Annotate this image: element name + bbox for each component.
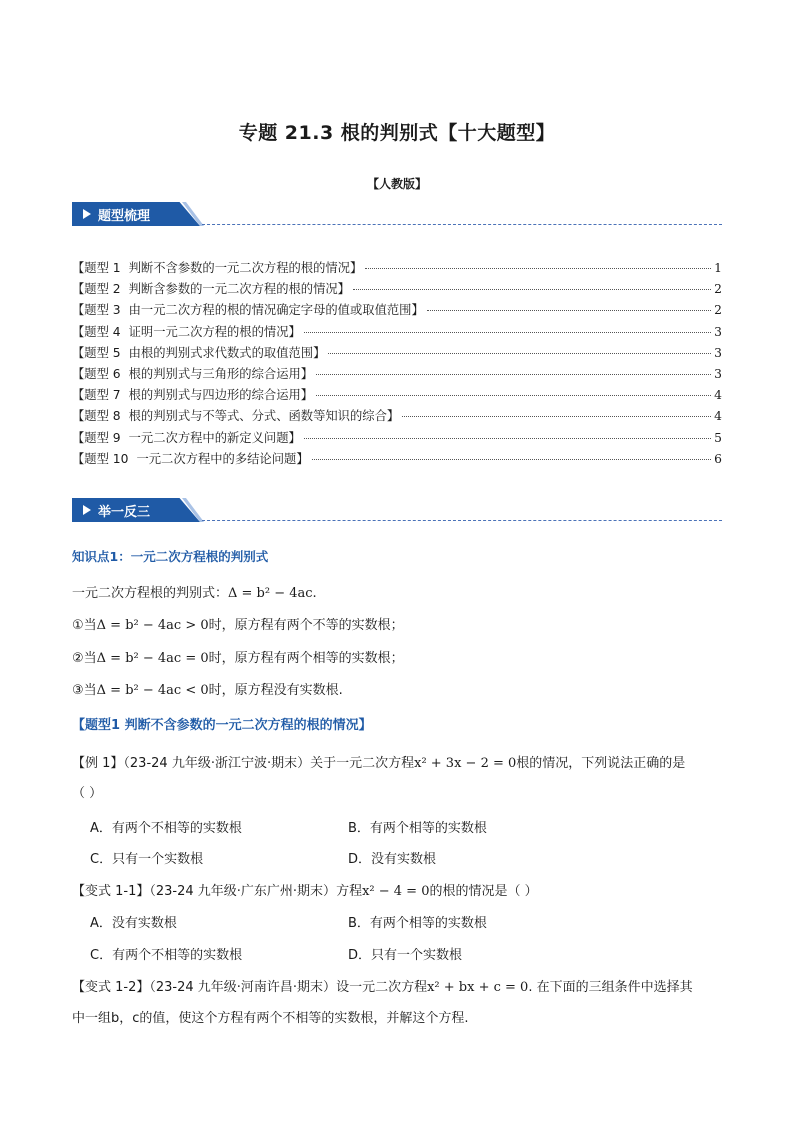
variant-question-continued: 中一组b，c的值，使这个方程有两个不相等的实数根，并解这个方程. [72, 1011, 469, 1026]
toc-leader [402, 416, 711, 417]
toc-row[interactable] [72, 385, 722, 406]
option-c[interactable]: C．只有一个实数根 [90, 852, 204, 867]
toc-number: 【题型 2 [72, 282, 121, 297]
toc-page: 4 [714, 388, 722, 403]
toc-label: 根的判别式与不等式、分式、函数等知识的综合】 [128, 409, 400, 424]
play-triangle-icon [83, 505, 91, 515]
toc-number: 【题型 3 [72, 303, 121, 318]
table-of-contents [72, 258, 722, 470]
discriminant-formula: Δ = b² − 4ac. [228, 586, 317, 601]
section-banner-practice [72, 498, 722, 524]
case-marker: ②当 [72, 651, 97, 666]
toc-label: 判断含参数的一元二次方程的根的情况】 [128, 282, 350, 297]
option-a[interactable]: A．有两个不相等的实数根 [90, 821, 242, 836]
case-marker: ①当 [72, 618, 97, 633]
toc-leader [304, 332, 711, 333]
toc-label: 一元二次方程中的多结论问题】 [136, 451, 309, 466]
dashed-rule [202, 224, 722, 225]
toc-number: 【题型 6 [72, 366, 121, 381]
toc-label: 由根的判别式求代数式的取值范围】 [128, 345, 326, 360]
case-formula: Δ = b² − 4ac < 0 [96, 683, 209, 698]
discriminant-definition [72, 582, 317, 601]
question-source: （23-24 九年级·浙江宁波·期末） [123, 756, 311, 771]
option-b[interactable]: B．有两个相等的实数根 [348, 916, 487, 931]
question-source: （23-24 九年级·河南许昌·期末） [149, 980, 337, 995]
question-text: 关于一元二次方程 [310, 756, 415, 771]
question-source: （23-24 九年级·广东广州·期末） [149, 884, 337, 899]
toc-row[interactable] [72, 279, 722, 300]
question-tag: 【例 1】 [72, 756, 124, 771]
option-d[interactable]: D．没有实数根 [348, 852, 437, 867]
question-text: . 在下面的三组条件中选择其 [528, 980, 693, 995]
toc-page: 2 [714, 282, 722, 297]
toc-row[interactable] [72, 258, 722, 279]
toc-leader [304, 438, 711, 439]
toc-page: 3 [714, 366, 722, 381]
definition-text: 一元二次方程根的判别式： [72, 586, 229, 601]
toc-row[interactable] [72, 343, 722, 364]
toc-row[interactable] [72, 322, 722, 343]
toc-row[interactable] [72, 300, 722, 321]
question-text: 的根的情况是（ ） [429, 884, 538, 899]
case-marker: ③当 [72, 683, 97, 698]
option-d[interactable]: D．只有一个实数根 [348, 948, 463, 963]
example-question [72, 752, 722, 771]
toc-label: 一元二次方程中的新定义问题】 [128, 430, 301, 445]
option-a[interactable]: A．没有实数根 [90, 916, 177, 931]
case-conclusion: 时，原方程有两个不等的实数根； [208, 618, 404, 633]
section-banner-toc [72, 202, 722, 228]
question-text: 设一元二次方程 [336, 980, 428, 995]
toc-leader [312, 459, 712, 460]
toc-page: 6 [714, 451, 722, 466]
toc-leader [353, 289, 711, 290]
option-b[interactable]: B．有两个相等的实数根 [348, 821, 487, 836]
toc-label: 证明一元二次方程的根的情况】 [128, 324, 301, 339]
question-tag: 【变式 1-1】 [72, 884, 150, 899]
toc-page: 2 [714, 303, 722, 318]
case-conclusion: 时，原方程有两个相等的实数根； [208, 651, 404, 666]
equation: x² − 4 = 0 [362, 884, 430, 899]
question-tag: 【变式 1-2】 [72, 980, 150, 995]
case-zero [72, 647, 404, 666]
case-positive [72, 614, 404, 633]
toc-label: 根的判别式与四边形的综合运用】 [128, 388, 314, 403]
toc-label: 根的判别式与三角形的综合运用】 [128, 366, 314, 381]
toc-number: 【题型 9 [72, 430, 121, 445]
variant-question [72, 976, 722, 995]
toc-page: 4 [714, 409, 722, 424]
toc-number: 【题型 10 [72, 451, 129, 466]
toc-leader [316, 395, 711, 396]
edition-label: 【人教版】 [366, 177, 427, 191]
banner-label: 举一反三 [98, 505, 151, 520]
toc-number: 【题型 1 [72, 261, 121, 275]
toc-leader [365, 268, 711, 269]
toc-number: 【题型 7 [72, 388, 121, 403]
case-formula: Δ = b² − 4ac = 0 [96, 651, 209, 666]
question-text: 方程 [336, 884, 363, 899]
toc-leader [427, 310, 711, 311]
case-conclusion: 时，原方程没有实数根. [208, 683, 343, 698]
equation: x² + bx + c = 0 [427, 980, 529, 995]
option-c[interactable]: C．有两个不相等的实数根 [90, 948, 243, 963]
toc-page: 3 [714, 345, 722, 360]
question-text: 根的情况，下列说法正确的是 [516, 756, 686, 771]
variant-question [72, 880, 722, 899]
knowledge-point-title: 知识点1：一元二次方程根的判别式 [72, 549, 269, 564]
case-negative [72, 679, 343, 698]
case-formula: Δ = b² − 4ac > 0 [96, 618, 209, 633]
equation: x² + 3x − 2 = 0 [414, 756, 517, 771]
answer-blank: （ ） [72, 786, 103, 801]
play-triangle-icon [83, 209, 91, 219]
toc-leader [316, 374, 711, 375]
toc-row[interactable] [72, 428, 722, 449]
dashed-rule [202, 520, 722, 521]
toc-label: 由一元二次方程的根的情况确定字母的值或取值范围】 [128, 303, 424, 318]
toc-leader [328, 353, 711, 354]
toc-row[interactable] [72, 406, 722, 427]
banner-label: 题型梳理 [98, 209, 151, 224]
topic-heading: 【题型1 判断不含参数的一元二次方程的根的情况】 [72, 718, 372, 733]
toc-row[interactable] [72, 364, 722, 385]
toc-page: 3 [714, 324, 722, 339]
toc-row[interactable] [72, 449, 722, 470]
toc-label: 判断不含参数的一元二次方程的根的情况】 [128, 261, 363, 275]
toc-page: 1 [714, 261, 722, 275]
toc-number: 【题型 4 [72, 324, 121, 339]
toc-number: 【题型 8 [72, 409, 121, 424]
toc-page: 5 [714, 430, 722, 445]
toc-number: 【题型 5 [72, 345, 121, 360]
page-title: 专题 21.3 根的判别式【十大题型】 [238, 122, 556, 144]
